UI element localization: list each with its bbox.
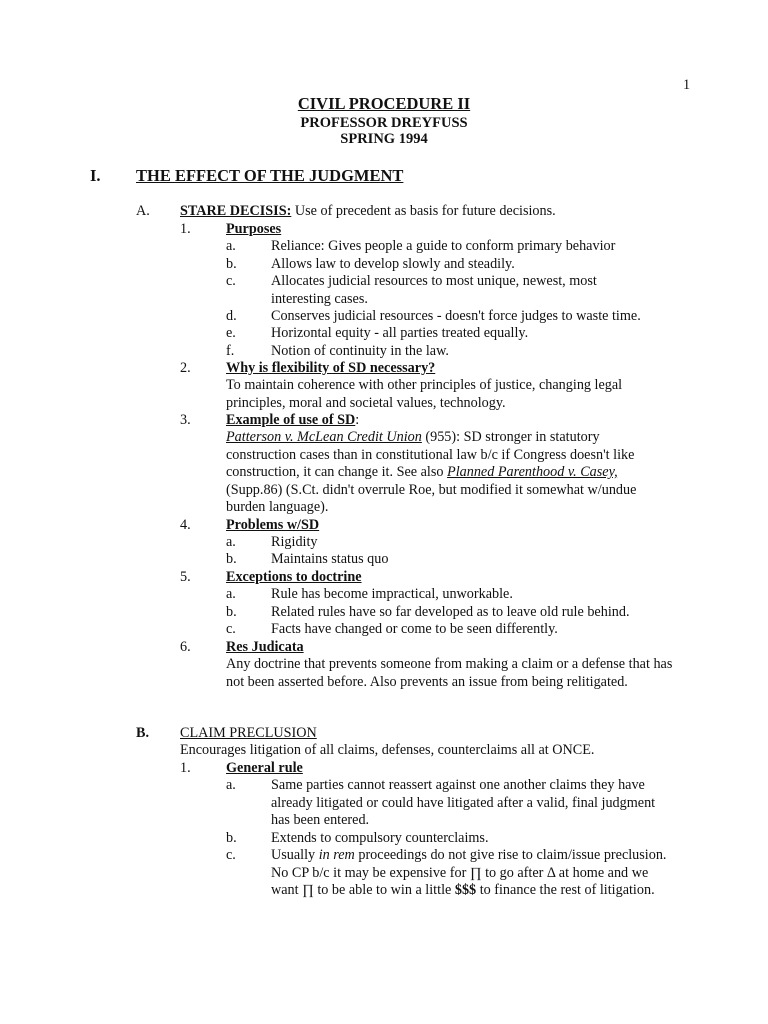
sub-marker: b. xyxy=(226,604,237,620)
item-heading: Example of use of SD xyxy=(226,412,356,428)
item-heading-line xyxy=(226,412,359,430)
section-letter: A. xyxy=(136,203,150,219)
sub-text: Same parties cannot reassert against one another claims they have already litigated or could have litigated after a valid, final judgment has been entered. xyxy=(271,777,656,828)
section-intro: Encourages litigation of all claims, defenses, counterclaims all at ONCE. xyxy=(180,742,595,758)
sub-text: Related rules have so far developed as to leave old rule behind. xyxy=(271,604,630,620)
sub-text: Allows law to develop slowly and steadily. xyxy=(271,256,515,272)
case-citation: Patterson v. McLean Credit Union xyxy=(226,429,422,445)
case-citation: Planned Parenthood v. Casey, xyxy=(447,464,618,480)
sub-text-part: Usually xyxy=(271,847,319,863)
sub-text: Extends to compulsory counterclaims. xyxy=(271,830,489,846)
item-number: 1. xyxy=(180,221,191,237)
money-term: $$$ xyxy=(454,882,477,898)
professor-line: PROFESSOR DREYFUSS xyxy=(300,115,468,131)
sub-marker: b. xyxy=(226,551,237,567)
sub-marker: c. xyxy=(226,273,236,289)
section-heading: CLAIM PRECLUSION xyxy=(180,725,317,741)
section-intro: Use of precedent as basis for future decisions. xyxy=(294,203,556,219)
item-text: To maintain coherence with other principles of justice, changing legal principles, moral and societal values, technology. xyxy=(226,377,623,411)
term-line: SPRING 1994 xyxy=(340,131,428,147)
item-heading-colon: : xyxy=(355,412,360,428)
item-heading: Purposes xyxy=(226,221,282,237)
item-number: 6. xyxy=(180,639,191,655)
sub-text: Conserves judicial resources - doesn't force judges to waste time. xyxy=(271,308,641,324)
sub-marker: b. xyxy=(226,256,237,272)
sub-marker: a. xyxy=(226,238,236,254)
sub-text: Rigidity xyxy=(271,534,318,550)
sub-marker: c. xyxy=(226,847,236,863)
sub-text-part: proceedings do not give rise to claim/issue preclusion. No CP b/c it may be expensive for ∏ to go after Δ at home and we want ∏ to be able to win a little xyxy=(271,847,667,898)
page-number: 1 xyxy=(683,77,691,93)
item-number: 5. xyxy=(180,569,191,585)
sub-marker: a. xyxy=(226,777,236,793)
sub-text: Rule has become impractical, unworkable. xyxy=(271,586,513,602)
sub-marker: b. xyxy=(226,830,237,846)
item-number: 3. xyxy=(180,412,191,428)
sub-marker: a. xyxy=(226,534,236,550)
item-number: 1. xyxy=(180,760,191,776)
sub-text: Reliance: Gives people a guide to conform primary behavior xyxy=(271,238,616,254)
part-heading: THE EFFECT OF THE JUDGMENT xyxy=(136,166,404,185)
sub-marker: d. xyxy=(226,308,237,324)
section-letter: B. xyxy=(136,725,150,741)
sub-marker: c. xyxy=(226,621,236,637)
item-heading: Problems w/SD xyxy=(226,517,320,533)
sub-text: Horizontal equity - all parties treated equally. xyxy=(271,325,529,341)
sub-marker: f. xyxy=(226,343,235,359)
latin-term: in rem xyxy=(318,847,355,863)
sub-text xyxy=(271,847,669,900)
sub-text: Allocates judicial resources to most unique, newest, most interesting cases. xyxy=(271,273,597,307)
sub-marker: e. xyxy=(226,325,236,341)
course-title: CIVIL PROCEDURE II xyxy=(297,94,471,113)
sub-text: Maintains status quo xyxy=(271,551,389,567)
section-heading: STARE DECISIS: xyxy=(180,203,292,219)
item-number: 4. xyxy=(180,517,191,533)
item-number: 2. xyxy=(180,360,191,376)
case-commentary: (Supp.86) (S.Ct. didn't overrule Roe, but modified it somewhat w/undue burden language). xyxy=(226,481,637,515)
part-numeral: I. xyxy=(90,166,101,185)
case-commentary: (955): SD stronger in statutory construction cases than in constitutional law b/c if Congress doesn't like construction, it can change it. See also xyxy=(226,429,635,480)
item-heading: General rule xyxy=(226,760,303,776)
sub-text: Notion of continuity in the law. xyxy=(271,343,449,359)
sub-text-part: to finance the rest of litigation. xyxy=(476,882,655,898)
item-text: Any doctrine that prevents someone from making a claim or a defense that has not been asserted before. Also prevents an issue from being relitigated. xyxy=(226,656,673,690)
section-heading-line xyxy=(180,203,556,221)
item-heading: Exceptions to doctrine xyxy=(226,569,362,585)
sub-marker: a. xyxy=(226,586,236,602)
item-heading: Why is flexibility of SD necessary? xyxy=(226,360,436,376)
item-text xyxy=(226,429,673,517)
sub-text: Facts have changed or come to be seen differently. xyxy=(271,621,558,637)
item-heading: Res Judicata xyxy=(226,639,304,655)
